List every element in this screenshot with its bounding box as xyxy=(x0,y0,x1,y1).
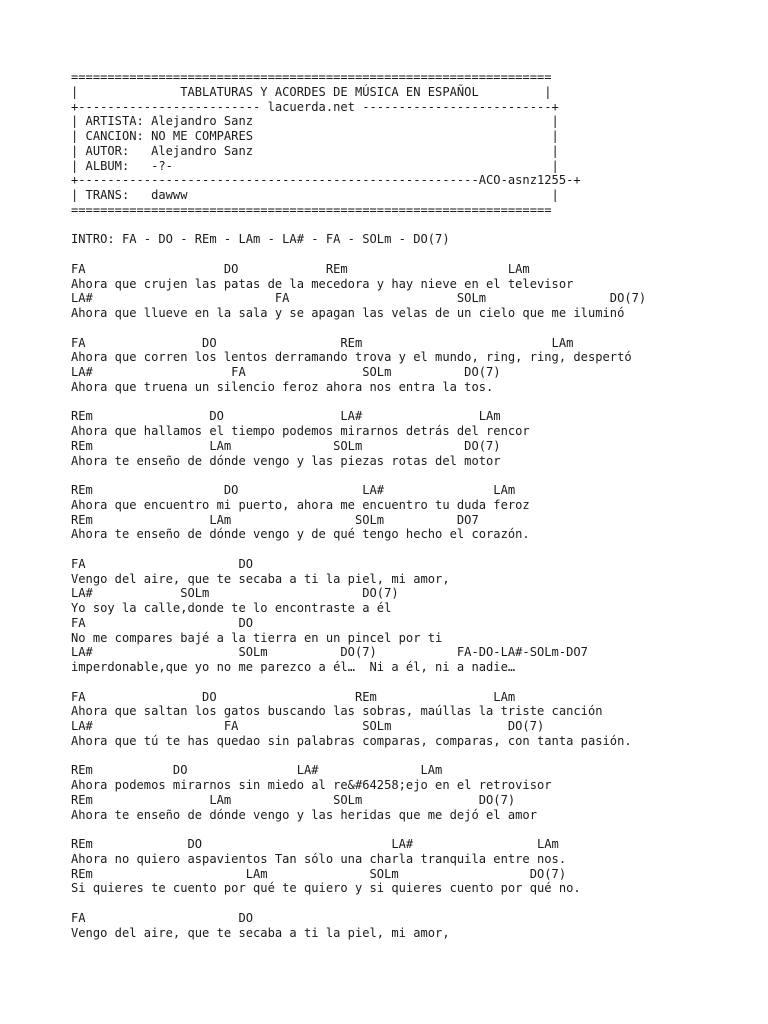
lyric-line: Ahora no quiero aspavientos Tan sólo una charla tranquila entre nos. xyxy=(71,851,567,866)
header-line: +------------------------- lacuerda.net --------------------------+ xyxy=(71,99,559,114)
lyric-line: Ahora que encuentro mi puerto, ahora me encuentro tu duda feroz xyxy=(71,497,530,512)
blank-line xyxy=(71,675,646,690)
chord-line: FA DO xyxy=(71,556,254,571)
blank-line xyxy=(71,822,646,837)
header-line: | ARTISTA: Alejandro Sanz | xyxy=(71,114,559,129)
header-line: ================================================================== xyxy=(71,70,552,84)
chord-line: LA# FA SOLm DO(7) xyxy=(71,291,647,306)
intro-line: INTRO: FA - DO - REm - LAm - LA# - FA - SOLm - DO(7) xyxy=(71,232,450,247)
lyric-line: Yo soy la calle,donde te lo encontraste a él xyxy=(71,601,392,615)
lyric-line: imperdonable,que yo no me parezco a él… Ni a él, ni a nadie… xyxy=(71,660,516,674)
chord-line: FA DO REm LAm xyxy=(71,261,530,276)
chord-line: LA# FA SOLm DO(7) xyxy=(71,719,545,733)
blank-line xyxy=(71,542,646,557)
lyric-line: Ahora podemos mirarnos sin miedo al re&#64258;ejo en el retrovisor xyxy=(71,778,552,792)
blank-line xyxy=(71,218,646,233)
lyric-line: Ahora que corren los lentos derramando trova y el mundo, ring, ring, despertó xyxy=(71,350,632,365)
lyric-line: Ahora que llueve en la sala y se apagan las velas de un cielo que me iluminó xyxy=(71,306,625,320)
chord-line: LA# FA SOLm DO(7) xyxy=(71,365,501,379)
chord-line: FA DO xyxy=(71,615,254,630)
chord-line: FA DO xyxy=(71,910,254,925)
lyric-line: No me compares bajé a la tierra en un pincel por ti xyxy=(71,630,443,645)
chord-line: REm DO LA# LAm xyxy=(71,483,516,497)
blank-line xyxy=(71,749,646,764)
chord-line: REm DO LA# LAm xyxy=(71,837,559,851)
chord-line: REm LAm SOLm DO(7) xyxy=(71,438,501,453)
lyric-line: Ahora te enseño de dónde vengo y las piezas rotas del motor xyxy=(71,453,501,468)
blank-line xyxy=(71,321,646,336)
header-line: | AUTOR: Alejandro Sanz | xyxy=(71,143,559,158)
blank-line xyxy=(71,468,646,483)
lyric-line: Ahora que tú te has quedao sin palabras comparas, comparas, con tanta pasión. xyxy=(71,733,632,748)
chord-line: REm DO LA# LAm xyxy=(71,409,501,424)
header-line: | TRANS: dawww | xyxy=(71,188,559,202)
header-line: +-------------------------------------------------------ACO-asnz1255-+ xyxy=(71,173,581,188)
chord-line: REm LAm SOLm DO7 xyxy=(71,512,479,527)
blank-line xyxy=(71,395,646,410)
blank-line xyxy=(71,896,646,911)
chord-line: REm LAm SOLm DO(7) xyxy=(71,866,567,881)
lyric-line: Ahora que saltan los gatos buscando las sobras, maúllas la triste canción xyxy=(71,704,603,719)
blank-line xyxy=(71,247,646,262)
lyric-line: Ahora que crujen las patas de la mecedora y hay nieve en el televisor xyxy=(71,276,574,291)
lyric-line: Ahora te enseño de dónde vengo y las heridas que me dejó el amor xyxy=(71,807,537,822)
lyric-line: Ahora que hallamos el tiempo podemos mirarnos detrás del rencor xyxy=(71,424,530,438)
chord-line: FA DO REm LAm xyxy=(71,335,574,350)
lyric-line: Vengo del aire, que te secaba a ti la piel, mi amor, xyxy=(71,571,450,586)
song-sheet xyxy=(71,70,646,940)
lyric-line: Ahora te enseño de dónde vengo y de qué tengo hecho el corazón. xyxy=(71,527,530,542)
chord-line: LA# SOLm DO(7) FA-DO-LA#-SOLm-DO7 xyxy=(71,645,588,660)
header-line: | ALBUM: -?- | xyxy=(71,158,559,173)
header-line: ================================================================== xyxy=(71,202,552,217)
chord-line: REm LAm SOLm DO(7) xyxy=(71,792,516,807)
chord-line: LA# SOLm DO(7) xyxy=(71,586,399,601)
chord-line: FA DO REm LAm xyxy=(71,689,516,704)
header-line: | CANCION: NO ME COMPARES | xyxy=(71,129,559,143)
lyric-line: Ahora que truena un silencio feroz ahora nos entra la tos. xyxy=(71,379,494,394)
header-line: | TABLATURAS Y ACORDES DE MÚSICA EN ESPAÑOL | xyxy=(71,84,552,99)
chord-line: REm DO LA# LAm xyxy=(71,763,443,778)
lyric-line: Si quieres te cuento por qué te quiero y si quieres cuento por qué no. xyxy=(71,881,581,896)
lyric-line: Vengo del aire, que te secaba a ti la piel, mi amor, xyxy=(71,925,450,940)
